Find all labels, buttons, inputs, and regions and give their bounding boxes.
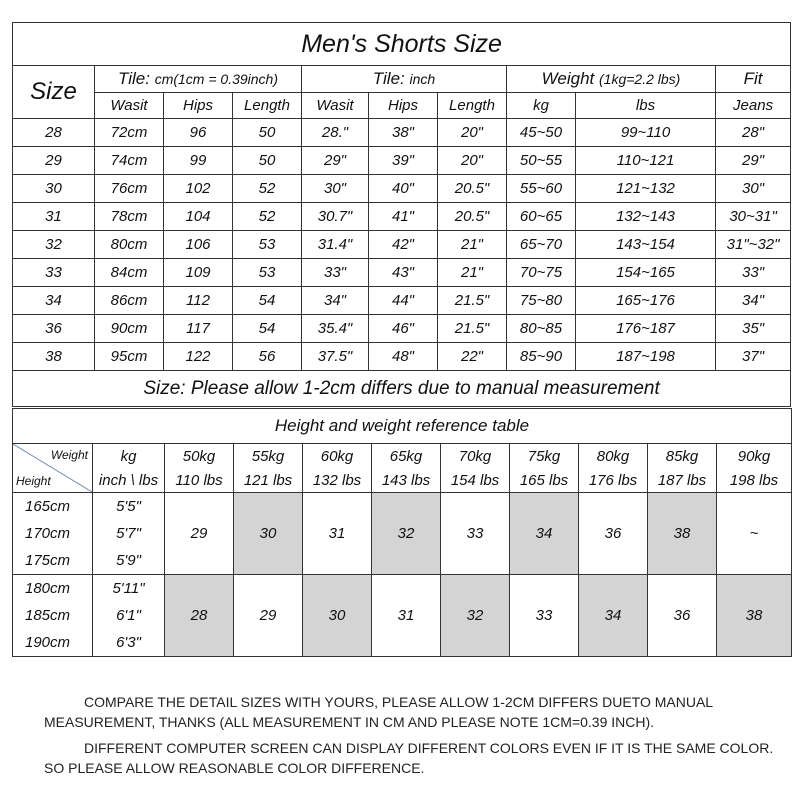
size-cell: 52 bbox=[233, 203, 302, 231]
size-cell: 46" bbox=[369, 315, 438, 343]
size-cell: 34 bbox=[13, 287, 95, 315]
fit-header: Fit bbox=[716, 66, 791, 93]
size-cell: 110~121 bbox=[576, 147, 716, 175]
size-cell: 37.5" bbox=[302, 343, 369, 371]
size-cell: 29" bbox=[302, 147, 369, 175]
size-cell: 56 bbox=[233, 343, 302, 371]
size-cell: 96 bbox=[164, 119, 233, 147]
size-cell: 132~143 bbox=[576, 203, 716, 231]
lbs-label: inch \ lbs bbox=[93, 468, 165, 493]
recommended-size: 29 bbox=[234, 575, 303, 657]
size-cell: 38 bbox=[13, 343, 95, 371]
size-cell: 84cm bbox=[95, 259, 164, 287]
recommended-size: 38 bbox=[648, 493, 717, 575]
size-cell: 99~110 bbox=[576, 119, 716, 147]
recommended-size: 34 bbox=[579, 575, 648, 657]
size-header: Size bbox=[13, 66, 95, 119]
weight-lbs-header: 132 lbs bbox=[303, 468, 372, 493]
size-cell: 86cm bbox=[95, 287, 164, 315]
size-cell: 187~198 bbox=[576, 343, 716, 371]
chart-title: Men's Shorts Size bbox=[13, 23, 791, 66]
notes-paragraph-2: DIFFERENT COMPUTER SCREEN CAN DISPLAY DIFFERENT COLORS EVEN IF IT IS THE SAME COLOR. SO PLEASE ALLOW REASONABLE COLOR DIFFERENCE. bbox=[44, 740, 774, 776]
size-cell: 165~176 bbox=[576, 287, 716, 315]
size-cell: 22" bbox=[438, 343, 507, 371]
weight-kg-header: 75kg bbox=[510, 444, 579, 469]
size-cell: 21" bbox=[438, 259, 507, 287]
size-cell: 75~80 bbox=[507, 287, 576, 315]
weight-lbs-header: 165 lbs bbox=[510, 468, 579, 493]
subheader-1: Hips bbox=[164, 93, 233, 119]
subheader-2: Length bbox=[233, 93, 302, 119]
size-cell: 102 bbox=[164, 175, 233, 203]
height-inch: 5'7" bbox=[93, 520, 165, 547]
size-cell: 37" bbox=[716, 343, 791, 371]
size-cell: 30~31" bbox=[716, 203, 791, 231]
height-cm: 165cm bbox=[13, 493, 93, 521]
height-cm: 185cm bbox=[13, 602, 93, 629]
subheader-6: kg bbox=[507, 93, 576, 119]
size-cell: 33 bbox=[13, 259, 95, 287]
size-cell: 54 bbox=[233, 315, 302, 343]
size-cell: 20" bbox=[438, 147, 507, 175]
size-cell: 42" bbox=[369, 231, 438, 259]
weight-kg-header: 90kg bbox=[717, 444, 792, 469]
size-cell: 65~70 bbox=[507, 231, 576, 259]
corner-weight-label: Weight bbox=[50, 448, 88, 462]
measurement-note: Size: Please allow 1-2cm differs due to manual measurement bbox=[13, 371, 791, 407]
size-row bbox=[13, 147, 791, 175]
size-cell: 21" bbox=[438, 231, 507, 259]
recommended-size: ~ bbox=[717, 493, 792, 575]
corner-header bbox=[13, 444, 93, 493]
size-cell: 154~165 bbox=[576, 259, 716, 287]
notes-paragraph-1: COMPARE THE DETAIL SIZES WITH YOURS, PLEASE ALLOW 1-2CM DIFFERS DUETO MANUAL MEASUREMENT, THANKS (ALL MEASUREMENT IN CM AND PLEASE NOTE 1CM=0.39 INCH). bbox=[44, 694, 713, 730]
size-cell: 70~75 bbox=[507, 259, 576, 287]
size-row bbox=[13, 203, 791, 231]
weight-kg-header: 70kg bbox=[441, 444, 510, 469]
size-cell: 90cm bbox=[95, 315, 164, 343]
size-cell: 30" bbox=[302, 175, 369, 203]
subheader-3: Wasit bbox=[302, 93, 369, 119]
height-inch: 5'5" bbox=[93, 493, 165, 521]
reference-title: Height and weight reference table bbox=[13, 409, 792, 444]
size-cell: 30 bbox=[13, 175, 95, 203]
size-cell: 121~132 bbox=[576, 175, 716, 203]
size-cell: 53 bbox=[233, 231, 302, 259]
size-cell: 21.5" bbox=[438, 315, 507, 343]
height-cm: 180cm bbox=[13, 575, 93, 603]
size-cell: 117 bbox=[164, 315, 233, 343]
weight-kg-header: 50kg bbox=[165, 444, 234, 469]
size-cell: 80cm bbox=[95, 231, 164, 259]
height-inch: 6'3" bbox=[93, 629, 165, 657]
size-cell: 41" bbox=[369, 203, 438, 231]
cm-group-header: Tile: cm(1cm = 0.39inch) bbox=[95, 66, 302, 93]
size-cell: 44" bbox=[369, 287, 438, 315]
size-cell: 35.4" bbox=[302, 315, 369, 343]
height-inch: 5'11" bbox=[93, 575, 165, 603]
subheader-0: Wasit bbox=[95, 93, 164, 119]
subheader-4: Hips bbox=[369, 93, 438, 119]
weight-kg-header: 60kg bbox=[303, 444, 372, 469]
size-cell: 31"~32" bbox=[716, 231, 791, 259]
size-cell: 21.5" bbox=[438, 287, 507, 315]
size-row bbox=[13, 287, 791, 315]
recommended-size: 31 bbox=[303, 493, 372, 575]
size-cell: 34" bbox=[302, 287, 369, 315]
size-cell: 122 bbox=[164, 343, 233, 371]
size-cell: 109 bbox=[164, 259, 233, 287]
size-cell: 33" bbox=[716, 259, 791, 287]
weight-lbs-header: 143 lbs bbox=[372, 468, 441, 493]
weight-kg-header: 65kg bbox=[372, 444, 441, 469]
size-cell: 72cm bbox=[95, 119, 164, 147]
inch-group-header: Tile: inch bbox=[302, 66, 507, 93]
weight-lbs-header: 176 lbs bbox=[579, 468, 648, 493]
size-row bbox=[13, 259, 791, 287]
subheader-8: Jeans bbox=[716, 93, 791, 119]
size-cell: 34" bbox=[716, 287, 791, 315]
size-chart-table bbox=[12, 22, 791, 407]
size-cell: 99 bbox=[164, 147, 233, 175]
height-cm: 170cm bbox=[13, 520, 93, 547]
recommended-size: 32 bbox=[441, 575, 510, 657]
size-cell: 32 bbox=[13, 231, 95, 259]
subheader-5: Length bbox=[438, 93, 507, 119]
size-row bbox=[13, 315, 791, 343]
size-cell: 28." bbox=[302, 119, 369, 147]
size-cell: 45~50 bbox=[507, 119, 576, 147]
size-cell: 104 bbox=[164, 203, 233, 231]
recommended-size: 28 bbox=[165, 575, 234, 657]
size-row bbox=[13, 119, 791, 147]
size-cell: 35" bbox=[716, 315, 791, 343]
size-cell: 31.4" bbox=[302, 231, 369, 259]
size-cell: 95cm bbox=[95, 343, 164, 371]
size-row bbox=[13, 343, 791, 371]
recommended-size: 36 bbox=[579, 493, 648, 575]
size-cell: 28" bbox=[716, 119, 791, 147]
size-cell: 54 bbox=[233, 287, 302, 315]
recommended-size: 36 bbox=[648, 575, 717, 657]
weight-kg-header: 85kg bbox=[648, 444, 717, 469]
recommended-size: 38 bbox=[717, 575, 792, 657]
size-cell: 36 bbox=[13, 315, 95, 343]
size-cell: 30.7" bbox=[302, 203, 369, 231]
size-cell: 40" bbox=[369, 175, 438, 203]
size-cell: 50 bbox=[233, 147, 302, 175]
weight-lbs-header: 110 lbs bbox=[165, 468, 234, 493]
reference-row bbox=[13, 493, 792, 521]
height-inch: 5'9" bbox=[93, 547, 165, 575]
size-cell: 20.5" bbox=[438, 175, 507, 203]
recommended-size: 30 bbox=[234, 493, 303, 575]
size-cell: 50~55 bbox=[507, 147, 576, 175]
size-cell: 28 bbox=[13, 119, 95, 147]
size-cell: 52 bbox=[233, 175, 302, 203]
size-cell: 29" bbox=[716, 147, 791, 175]
size-cell: 74cm bbox=[95, 147, 164, 175]
size-cell: 50 bbox=[233, 119, 302, 147]
size-cell: 76cm bbox=[95, 175, 164, 203]
weight-lbs-header: 198 lbs bbox=[717, 468, 792, 493]
recommended-size: 32 bbox=[372, 493, 441, 575]
recommended-size: 29 bbox=[165, 493, 234, 575]
size-cell: 78cm bbox=[95, 203, 164, 231]
size-cell: 176~187 bbox=[576, 315, 716, 343]
subheader-7: lbs bbox=[576, 93, 716, 119]
size-cell: 29 bbox=[13, 147, 95, 175]
weight-kg-header: 80kg bbox=[579, 444, 648, 469]
size-cell: 55~60 bbox=[507, 175, 576, 203]
size-cell: 106 bbox=[164, 231, 233, 259]
weight-kg-header: 55kg bbox=[234, 444, 303, 469]
size-cell: 53 bbox=[233, 259, 302, 287]
size-row bbox=[13, 231, 791, 259]
size-cell: 143~154 bbox=[576, 231, 716, 259]
weight-lbs-header: 121 lbs bbox=[234, 468, 303, 493]
height-cm: 190cm bbox=[13, 629, 93, 657]
size-cell: 20.5" bbox=[438, 203, 507, 231]
height-inch: 6'1" bbox=[93, 602, 165, 629]
size-cell: 85~90 bbox=[507, 343, 576, 371]
weight-lbs-header: 154 lbs bbox=[441, 468, 510, 493]
size-cell: 48" bbox=[369, 343, 438, 371]
size-cell: 112 bbox=[164, 287, 233, 315]
size-cell: 60~65 bbox=[507, 203, 576, 231]
corner-height-label: Height bbox=[16, 474, 51, 488]
weight-lbs-header: 187 lbs bbox=[648, 468, 717, 493]
size-cell: 20" bbox=[438, 119, 507, 147]
size-cell: 33" bbox=[302, 259, 369, 287]
size-cell: 80~85 bbox=[507, 315, 576, 343]
recommended-size: 30 bbox=[303, 575, 372, 657]
size-row bbox=[13, 175, 791, 203]
weight-group-header: Weight (1kg=2.2 lbs) bbox=[507, 66, 716, 93]
size-cell: 31 bbox=[13, 203, 95, 231]
height-weight-reference-table bbox=[12, 408, 792, 657]
size-cell: 43" bbox=[369, 259, 438, 287]
size-cell: 39" bbox=[369, 147, 438, 175]
recommended-size: 31 bbox=[372, 575, 441, 657]
recommended-size: 33 bbox=[441, 493, 510, 575]
kg-label: kg bbox=[93, 444, 165, 469]
reference-row bbox=[13, 575, 792, 603]
recommended-size: 34 bbox=[510, 493, 579, 575]
size-cell: 38" bbox=[369, 119, 438, 147]
size-cell: 30" bbox=[716, 175, 791, 203]
recommended-size: 33 bbox=[510, 575, 579, 657]
height-cm: 175cm bbox=[13, 547, 93, 575]
